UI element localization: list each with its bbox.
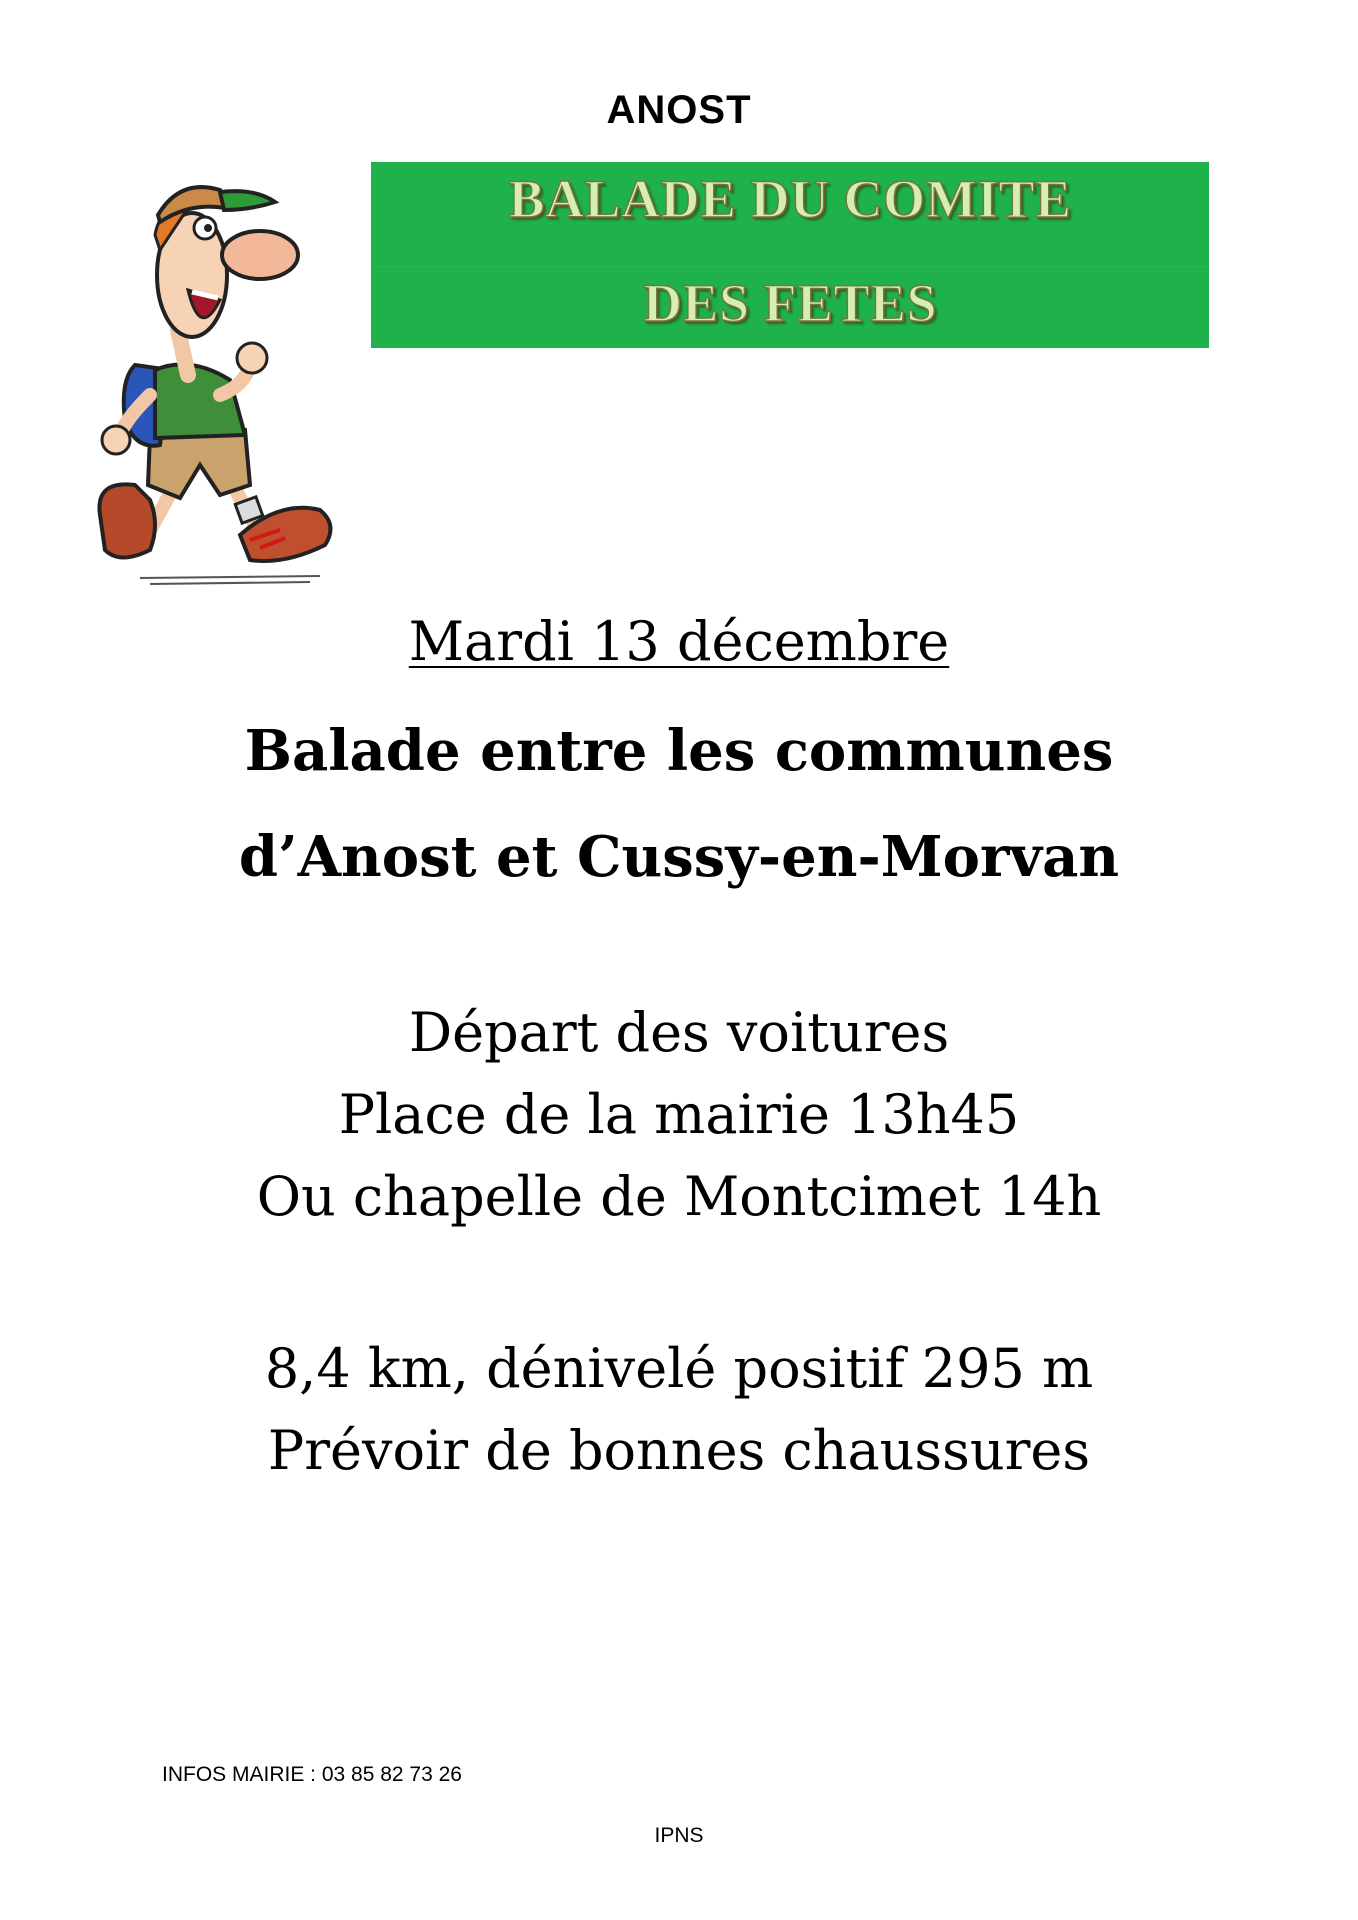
event-title-banner: [371, 162, 1209, 348]
title-divider: [371, 266, 1209, 267]
departure-info: [0, 992, 1358, 1238]
event-date: Mardi 13 décembre: [408, 610, 950, 673]
departure-line-3: Ou chapelle de Montcimet 14h: [256, 1165, 1102, 1228]
footer-contact-info: INFOS MAIRIE : 03 85 82 73 26: [162, 1763, 462, 1786]
hiker-cartoon-icon: [80, 180, 350, 600]
title-line-1: BALADE DU COMITE: [508, 169, 1072, 229]
title-line-2: DES FETES: [642, 273, 938, 333]
departure-line-1: Départ des voitures: [408, 1001, 950, 1064]
footer-ipns: IPNS: [654, 1824, 704, 1847]
town-header: ANOST: [606, 88, 752, 132]
walk-details: [0, 1328, 1358, 1492]
details-line-1: 8,4 km, dénivelé positif 295 m: [264, 1337, 1094, 1400]
event-headline-line-2: d’Anost et Cussy-en-Morvan: [238, 824, 1120, 890]
departure-line-2: Place de la mairie 13h45: [338, 1083, 1020, 1146]
details-line-2: Prévoir de bonnes chaussures: [267, 1419, 1091, 1482]
event-headline-line-1: Balade entre les communes: [244, 718, 1114, 784]
